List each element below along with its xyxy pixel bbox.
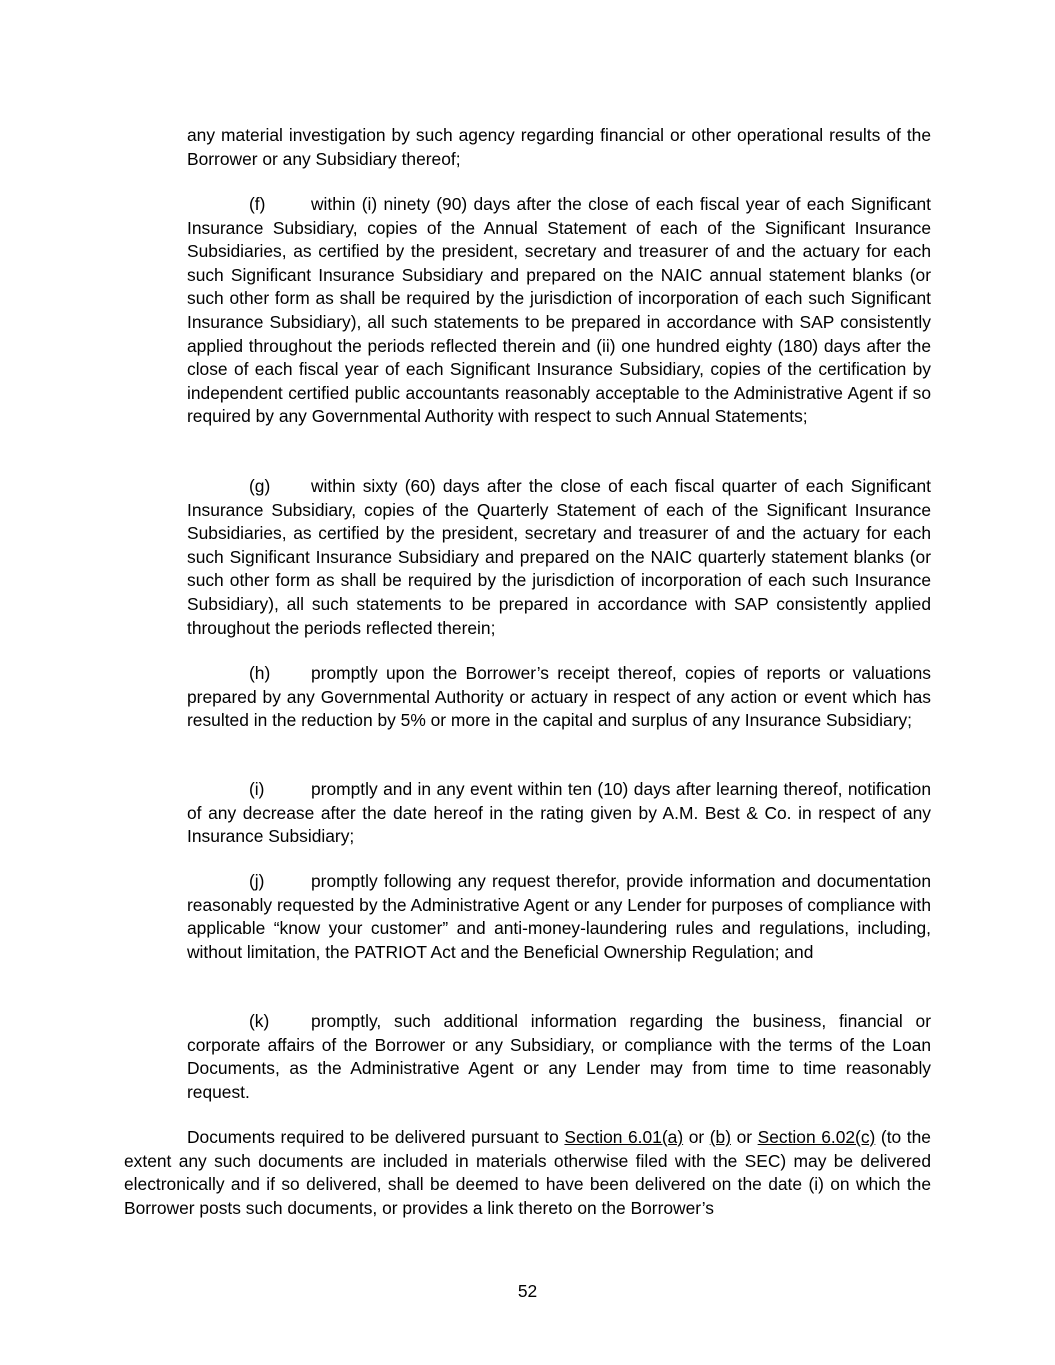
- cross-reference-b: (b): [709, 1127, 731, 1147]
- clause-text: promptly following any request therefor, provide information and documentation reasonably requested by the Administrative Agent or any Lender for purposes of compliance with applicable “know your customer” and anti-money-laundering rules and regulations, including, without limitation, the PATRIOT Act and the Beneficial Ownership Regulation; and: [187, 871, 931, 962]
- clause-label: (h): [249, 663, 271, 683]
- closing-text-before: Documents required to be delivered pursuant to: [187, 1127, 565, 1147]
- clause-label: (f): [249, 194, 266, 214]
- clause-label: (k): [249, 1011, 270, 1031]
- clause-text: within (i) ninety (90) days after the close of each fiscal year of each Significant Insurance Subsidiary, copies of the Annual Statement of each of the Significant Insurance Subsidiaries, as certified by the president, secretary and treasurer of and the actuary for each such Significant Insurance Subsidiary and prepared on the NAIC annual statement blanks (or such other form as shall be required by the jurisdiction of incorporation of each such Significant Insurance Subsidiary), all such statements to be prepared in accordance with SAP consistently applied throughout the periods reflected therein and (ii) one hundred eighty (180) days after the close of each fiscal year of each Significant Insurance Subsidiary, copies of the certification by independent certified public accountants reasonably acceptable to the Administrative Agent if so required by any Governmental Authority with respect to such Annual Statements;: [187, 194, 931, 427]
- closing-conjunction: or: [683, 1127, 710, 1147]
- clause-label: (j): [249, 871, 265, 891]
- clause-label: (g): [249, 476, 271, 496]
- cross-reference-section-6-02-c: Section 6.02(c): [757, 1127, 876, 1147]
- clause-h: [187, 662, 931, 733]
- clause-label: (i): [249, 779, 265, 799]
- clause-text: promptly, such additional information regarding the business, financial or corporate affairs of the Borrower or any Subsidiary, or compliance with the terms of the Loan Documents, as the Administrative Agent or any Lender may from time to time reasonably request.: [187, 1011, 931, 1102]
- closing-text-after: (to the extent any such documents are included in materials otherwise filed with the SEC) may be delivered electronically and if so delivered, shall be deemed to have been delivered on the date (i) on which the Borrower posts such documents, or provides a link thereto on the Borrower’s: [124, 1127, 931, 1218]
- closing-conjunction: or: [731, 1127, 758, 1147]
- clause-k: [187, 1010, 931, 1104]
- clause-f: [187, 193, 931, 429]
- page-number: 52: [517, 1281, 538, 1301]
- clause-i: [187, 778, 931, 849]
- clause-text: promptly upon the Borrower’s receipt thereof, copies of reports or valuations prepared by any Governmental Authority or actuary in respect of any action or event which has resulted in the reduction by 5% or more in the capital and surplus of any Insurance Subsidiary;: [187, 663, 931, 731]
- clause-text: promptly and in any event within ten (10) days after learning thereof, notification of any decrease after the date hereof in the rating given by A.M. Best & Co. in respect of any Insurance Subsidiary;: [187, 779, 931, 847]
- closing-paragraph: [124, 1126, 931, 1220]
- clause-g: [187, 475, 931, 640]
- cross-reference-section-6-01-a: Section 6.01(a): [564, 1127, 684, 1147]
- clause-text: within sixty (60) days after the close of each fiscal quarter of each Significant Insurance Subsidiary, copies of the Quarterly Statement of each of the Significant Insurance Subsidiaries, as certified by the president, secretary and treasurer of and the actuary for each such Significant Insurance Subsidiary and prepared on the NAIC quarterly statement blanks (or such other form as shall be required by the jurisdiction of incorporation of each such Insurance Subsidiary), all such statements to be prepared in accordance with SAP consistently applied throughout the periods reflected therein;: [187, 476, 931, 638]
- intro-paragraph: any material investigation by such agency regarding financial or other operational results of the Borrower or any Subsidiary thereof;: [187, 125, 931, 169]
- clause-j: [187, 870, 931, 964]
